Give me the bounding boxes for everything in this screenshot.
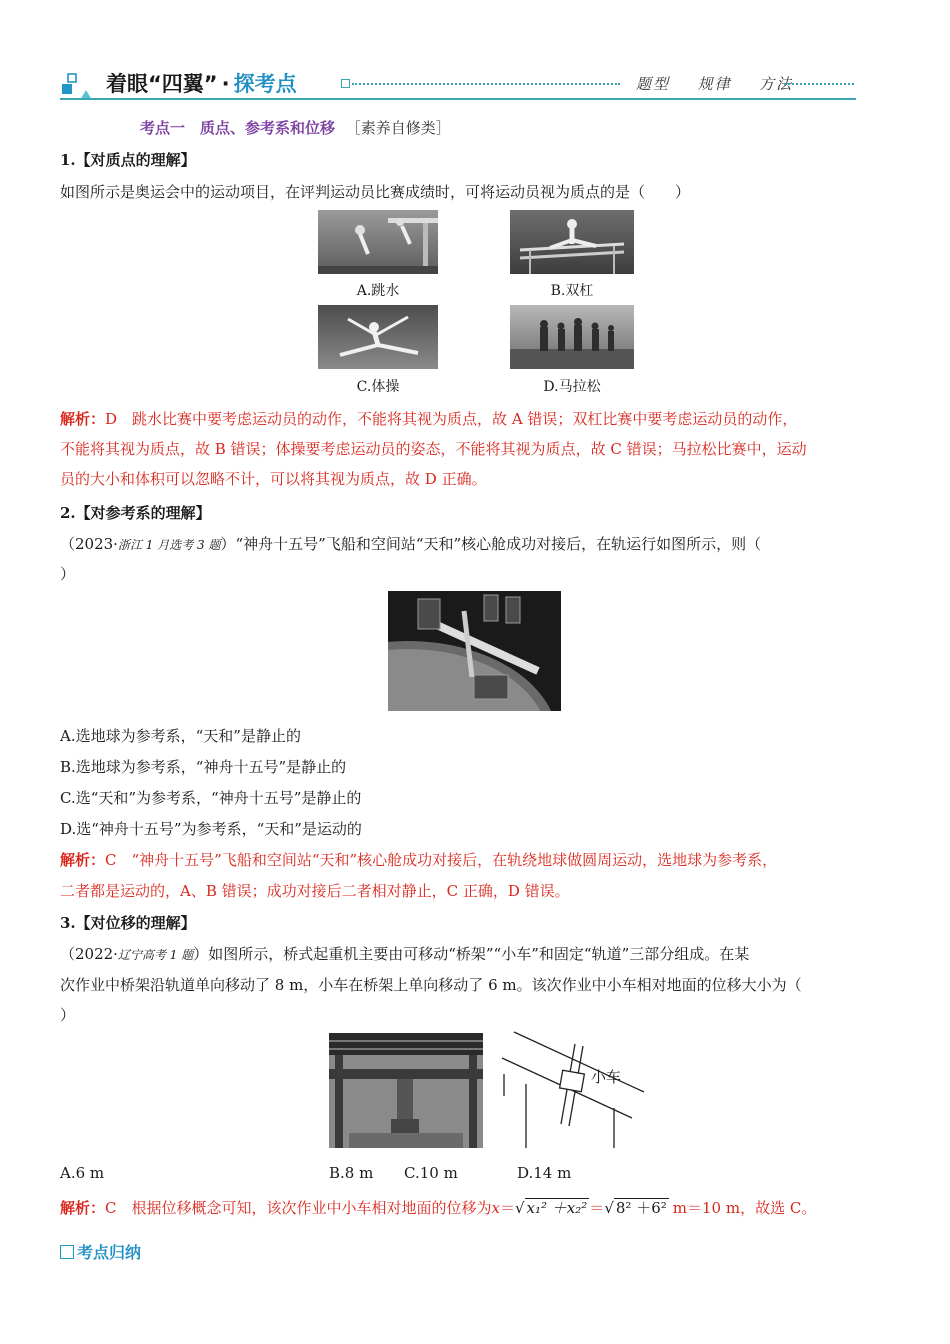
formula-eq1: ＝ <box>499 1199 515 1217</box>
sqrt-sign-1: √ <box>514 1199 525 1217</box>
section-title <box>140 117 451 138</box>
header-label-tixing: 题型 <box>636 75 671 93</box>
summary-title: 考点归纳 <box>77 1243 142 1262</box>
header-title <box>106 68 297 98</box>
q1-heading: 1.【对质点的理解】 <box>60 151 196 169</box>
header-dotted-line-right <box>784 83 854 85</box>
q3-heading: 3.【对位移的理解】 <box>60 914 196 932</box>
q3-source: 辽宁高考 1 题 <box>117 948 194 962</box>
q2-option-d: D.选“神舟十五号”为参考系，“天和”是运动的 <box>60 820 362 838</box>
q2-analysis-line1 <box>60 850 777 870</box>
q3-analysis-text: C 根据位移概念可知，该次作业中小车相对地面的位移为 <box>105 1199 492 1217</box>
q2-option-b: B.选地球为参考系，“神舟十五号”是静止的 <box>60 758 347 776</box>
formula-eq2: ＝ <box>589 1199 605 1217</box>
q3-option-d: D.14 m <box>517 1164 572 1182</box>
q1-analysis-line1 <box>60 409 797 429</box>
caption-b: B.双杠 <box>550 283 594 299</box>
header-title-a: 着眼 <box>106 72 148 96</box>
q2-source: 浙江 1 月选考 3 题 <box>117 538 221 552</box>
q2-source-open: （2023· <box>60 535 118 553</box>
header-label-guilv: 规律 <box>697 75 732 93</box>
header-underline <box>60 98 856 100</box>
caption-d: D.马拉松 <box>543 379 601 395</box>
q3-analysis-label: 解析： <box>60 1199 106 1217</box>
formula-radicand-2: 8² ＋6² <box>615 1199 667 1217</box>
crane-diagram <box>498 1030 648 1148</box>
q1-stem: 如图所示是奥运会中的运动项目，在评判运动员比赛成绩时，可将运动员视为质点的是（ ） <box>60 183 691 201</box>
summary-heading <box>60 1240 141 1263</box>
section-tag: ［素养自修类］ <box>345 119 451 137</box>
q1-analysis-line3: 员的大小和体积可以忽略不计，可以将其视为质点，故 D 正确。 <box>60 470 487 488</box>
q2-analysis-text1: C “神舟十五号”飞船和空间站“天和”核心舱成功对接后，在轨绕地球做圆周运动，选地球为参考系， <box>105 851 778 869</box>
formula-x: x <box>491 1199 500 1217</box>
q2-analysis-line2: 二者都是运动的，A、B 错误；成功对接后二者相对静止，C 正确，D 错误。 <box>60 882 570 900</box>
photo-bridge-crane <box>329 1033 483 1148</box>
q3-stem-line3: ） <box>60 1006 76 1024</box>
caption-c: C.体操 <box>356 379 400 395</box>
header-label-fangfa: 方法 <box>759 75 794 93</box>
q3-source-open: （2022· <box>60 945 118 963</box>
formula-tail: m＝10 m，故选 C。 <box>672 1199 817 1217</box>
q2-stem-line1 <box>60 534 761 555</box>
q1-analysis-label: 解析： <box>60 410 106 428</box>
q3-stem-line2: 次作业中桥架沿轨道单向移动了 8 m，小车在桥架上单向移动了 6 m。该次作业中小车相对地面的位移大小为（ <box>60 976 802 994</box>
header-small-square <box>341 79 350 88</box>
crane-diagram-label: 小车 <box>591 1068 622 1086</box>
sqrt-sign-2: √ <box>604 1199 614 1217</box>
q2-heading: 2.【对参考系的理解】 <box>60 504 211 522</box>
header-title-b: “四翼” <box>148 72 218 96</box>
header-right-labels <box>636 73 793 94</box>
q3-option-b: B.8 m <box>329 1164 374 1182</box>
caption-a: A.跳水 <box>356 283 400 299</box>
q2-option-a: A.选地球为参考系，“天和”是静止的 <box>60 727 301 745</box>
q2-analysis-label: 解析： <box>60 851 106 869</box>
header-dot: · <box>221 72 230 96</box>
q3-option-a: A.6 m <box>60 1164 105 1182</box>
photo-diving <box>318 210 438 274</box>
summary-box-icon <box>60 1245 74 1259</box>
q2-option-c: C.选“天和”为参考系，“神舟十五号”是静止的 <box>60 789 362 807</box>
formula-radicand-1: x₁² ＋x₂² <box>526 1199 588 1217</box>
header-title-c: 探考点 <box>233 72 297 96</box>
q3-stem-text1: ）如图所示，桥式起重机主要由可移动“桥架”“小车”和固定“轨道”三部分组成。在某 <box>193 945 750 963</box>
q2-stem-line2: ） <box>60 565 76 583</box>
q2-stem-text1: ）“神舟十五号”飞船和空间站“天和”核心舱成功对接后，在轨运行如图所示，则（ <box>220 535 762 553</box>
q1-analysis-text1: D 跳水比赛中要考虑运动员的动作，不能将其视为质点，故 A 错误；双杠比赛中要考虑运动员的动作， <box>105 410 798 428</box>
section-title-text: 考点一 质点、参考系和位移 <box>140 119 336 137</box>
photo-parallel-bars <box>510 210 634 274</box>
q3-stem-line1 <box>60 944 749 965</box>
photo-marathon <box>510 305 634 369</box>
q3-analysis <box>60 1198 816 1218</box>
q1-analysis-line2: 不能将其视为质点，故 B 错误；体操要考虑运动员的姿态，不能将其视为质点，故 C 错误；马拉松比赛中，运动 <box>60 440 807 458</box>
header-dotted-line-left <box>352 83 620 85</box>
q3-option-c: C.10 m <box>404 1164 458 1182</box>
photo-gymnastics <box>318 305 438 369</box>
photo-space-station <box>388 591 561 711</box>
